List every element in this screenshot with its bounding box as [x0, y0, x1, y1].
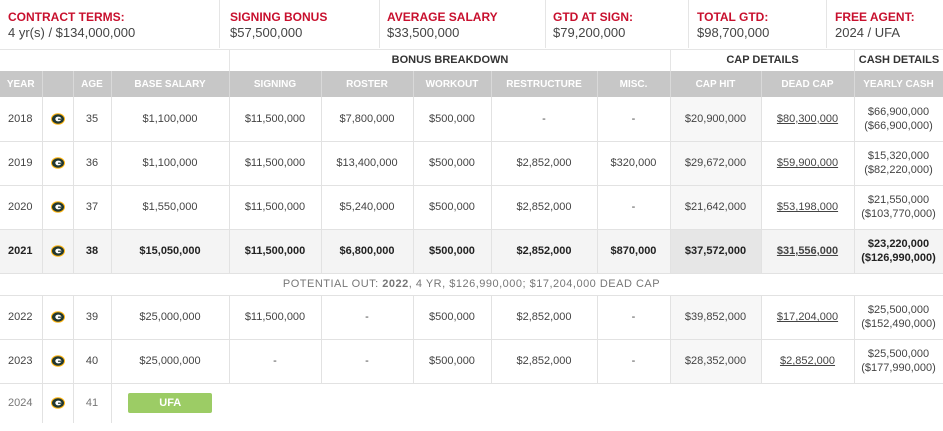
workout-cell: $500,000 — [413, 295, 491, 339]
year-cell: 2020 — [0, 185, 42, 229]
yearly-cash-value: $21,550,000 — [867, 194, 930, 206]
base-salary-cell: $1,100,000 — [111, 97, 229, 141]
cap-details-header: CAP DETAILS — [670, 49, 854, 71]
potential-out-year: 2022 — [382, 278, 409, 290]
dead-cap-cell — [761, 141, 854, 185]
roster-cell: $5,240,000 — [321, 185, 413, 229]
dead-cap-link[interactable]: $31,556,000 — [776, 245, 839, 257]
potential-out-row — [0, 273, 943, 295]
summary-value: $57,500,000 — [230, 25, 303, 40]
year-cell: 2019 — [0, 141, 42, 185]
restructure-cell: $2,852,000 — [491, 141, 597, 185]
roster-cell: $6,800,000 — [321, 229, 413, 273]
yearly-cash-cell — [854, 229, 943, 273]
empty-cell — [491, 383, 597, 423]
team-logo-cell — [42, 141, 73, 185]
summary-label: AVERAGE SALARY — [387, 10, 498, 24]
dead-cap-link[interactable]: $17,204,000 — [776, 311, 839, 323]
summary-label: FREE AGENT: — [835, 10, 915, 24]
yearly-cash-cell — [854, 185, 943, 229]
age-cell: 39 — [73, 295, 111, 339]
signing-cell: $11,500,000 — [229, 97, 321, 141]
misc-cell: $320,000 — [597, 141, 670, 185]
table-row — [0, 339, 943, 383]
cash-details-header: CASH DETAILS — [854, 49, 943, 71]
col-dead-cap[interactable]: DEAD CAP — [761, 71, 854, 97]
team-logo-icon — [51, 157, 65, 169]
summary-gtd-at-sign — [545, 0, 689, 48]
col-base-salary[interactable]: BASE SALARY — [111, 71, 229, 97]
summary-contract-terms — [0, 0, 220, 48]
col-yearly-cash[interactable]: YEARLY CASH — [854, 71, 943, 97]
table-row-current — [0, 229, 943, 273]
table-row — [0, 141, 943, 185]
potential-out-details: , 4 YR, $126,990,000; $17,204,000 DEAD CAP — [408, 278, 661, 290]
dead-cap-link[interactable]: $80,300,000 — [776, 112, 839, 125]
dead-cap-link[interactable]: $53,198,000 — [776, 201, 839, 213]
cumulative-cash-value: ($126,990,000) — [861, 252, 936, 264]
summary-label: CONTRACT TERMS: — [8, 10, 125, 24]
cap-hit-cell: $37,572,000 — [670, 229, 761, 273]
restructure-cell: $2,852,000 — [491, 185, 597, 229]
col-misc[interactable]: MISC. — [597, 71, 670, 97]
summary-value: $33,500,000 — [387, 25, 460, 40]
misc-cell: - — [597, 295, 670, 339]
contract-summary — [0, 0, 943, 50]
col-cap-hit[interactable]: CAP HIT — [670, 71, 761, 97]
base-salary-cell: $15,050,000 — [111, 229, 229, 273]
summary-average-salary — [379, 0, 546, 48]
potential-out-prefix: POTENTIAL OUT: — [282, 278, 383, 290]
year-cell: 2024 — [0, 383, 42, 423]
yearly-cash-cell — [854, 141, 943, 185]
team-logo-icon — [51, 311, 65, 323]
misc-cell: $870,000 — [597, 229, 670, 273]
signing-cell: $11,500,000 — [229, 185, 321, 229]
restructure-cell: $2,852,000 — [491, 229, 597, 273]
base-salary-cell: $1,550,000 — [111, 185, 229, 229]
summary-value: $98,700,000 — [697, 25, 770, 40]
workout-cell: $500,000 — [413, 97, 491, 141]
free-agent-row — [0, 383, 943, 423]
base-salary-cell: $25,000,000 — [111, 295, 229, 339]
dead-cap-cell — [761, 295, 854, 339]
yearly-cash-cell — [854, 339, 943, 383]
dead-cap-link[interactable]: $2,852,000 — [779, 355, 836, 367]
signing-cell: $11,500,000 — [229, 295, 321, 339]
table-row — [0, 295, 943, 339]
cap-hit-cell: $29,672,000 — [670, 141, 761, 185]
table-row — [0, 97, 943, 141]
cumulative-cash-value: ($103,770,000) — [861, 208, 936, 220]
empty-cell — [854, 383, 943, 423]
year-cell: 2022 — [0, 295, 42, 339]
misc-cell: - — [597, 97, 670, 141]
restructure-cell: $2,852,000 — [491, 295, 597, 339]
summary-signing-bonus — [222, 0, 380, 48]
cap-hit-cell: $39,852,000 — [670, 295, 761, 339]
summary-label: SIGNING BONUS — [230, 10, 328, 24]
base-salary-cell: $1,100,000 — [111, 141, 229, 185]
yearly-cash-value: $66,900,000 — [867, 105, 930, 118]
col-workout[interactable]: WORKOUT — [413, 71, 491, 97]
roster-cell: - — [321, 295, 413, 339]
yearly-cash-cell — [854, 97, 943, 141]
workout-cell: $500,000 — [413, 185, 491, 229]
summary-value: $79,200,000 — [553, 25, 626, 40]
col-signing[interactable]: SIGNING — [229, 71, 321, 97]
cap-hit-cell: $28,352,000 — [670, 339, 761, 383]
roster-cell: - — [321, 339, 413, 383]
yearly-cash-value: $23,220,000 — [867, 238, 930, 250]
team-logo-cell — [42, 229, 73, 273]
empty-cell — [597, 383, 670, 423]
summary-value: 2024 / UFA — [835, 25, 901, 40]
bonus-breakdown-header: BONUS BREAKDOWN — [229, 49, 670, 71]
empty-cell — [321, 383, 413, 423]
team-logo-icon — [51, 245, 65, 257]
base-salary-cell: $25,000,000 — [111, 339, 229, 383]
ufa-badge: UFA — [128, 393, 212, 413]
cumulative-cash-value: ($66,900,000) — [864, 119, 933, 132]
cumulative-cash-value: ($152,490,000) — [861, 318, 936, 330]
table-header-row — [0, 71, 943, 97]
team-logo-cell — [42, 185, 73, 229]
table-row — [0, 185, 943, 229]
age-cell: 36 — [73, 141, 111, 185]
potential-out-note — [0, 273, 943, 295]
col-team — [42, 71, 73, 97]
summary-label: TOTAL GTD: — [697, 10, 769, 24]
year-cell: 2018 — [0, 97, 42, 141]
dead-cap-cell — [761, 185, 854, 229]
workout-cell: $500,000 — [413, 141, 491, 185]
workout-cell: $500,000 — [413, 339, 491, 383]
summary-total-gtd — [689, 0, 827, 48]
age-cell: 37 — [73, 185, 111, 229]
misc-cell: - — [597, 185, 670, 229]
restructure-cell: - — [491, 97, 597, 141]
dead-cap-cell — [761, 229, 854, 273]
team-logo-icon — [51, 113, 65, 125]
yearly-cash-value: $25,500,000 — [867, 348, 930, 360]
empty-cell — [413, 383, 491, 423]
col-restructure[interactable]: RESTRUCTURE — [491, 71, 597, 97]
cumulative-cash-value: ($82,220,000) — [864, 164, 933, 176]
team-logo-icon — [51, 355, 65, 367]
team-logo-icon — [51, 397, 65, 409]
age-cell: 35 — [73, 97, 111, 141]
yearly-cash-value: $25,500,000 — [867, 304, 930, 316]
summary-free-agent — [827, 0, 943, 48]
cumulative-cash-value: ($177,990,000) — [861, 362, 936, 374]
team-logo-cell — [42, 339, 73, 383]
yearly-cash-value: $15,320,000 — [867, 150, 930, 162]
summary-label: GTD AT SIGN: — [553, 10, 633, 24]
col-age[interactable]: AGE — [73, 71, 111, 97]
dead-cap-cell — [761, 339, 854, 383]
cap-hit-cell: $21,642,000 — [670, 185, 761, 229]
year-cell: 2023 — [0, 339, 42, 383]
signing-cell: $11,500,000 — [229, 141, 321, 185]
ufa-cell — [111, 383, 229, 423]
contract-table — [0, 71, 943, 423]
team-logo-cell — [42, 383, 73, 423]
roster-cell: $7,800,000 — [321, 97, 413, 141]
age-cell: 38 — [73, 229, 111, 273]
col-roster[interactable]: ROSTER — [321, 71, 413, 97]
cap-hit-cell: $20,900,000 — [670, 97, 761, 141]
empty-cell — [229, 383, 321, 423]
dead-cap-cell — [761, 97, 854, 141]
age-cell: 40 — [73, 339, 111, 383]
age-cell: 41 — [73, 383, 111, 423]
signing-cell: $11,500,000 — [229, 229, 321, 273]
team-logo-icon — [51, 201, 65, 213]
col-year[interactable]: YEAR — [0, 71, 42, 97]
year-cell: 2021 — [0, 229, 42, 273]
workout-cell: $500,000 — [413, 229, 491, 273]
team-logo-cell — [42, 97, 73, 141]
signing-cell: - — [229, 339, 321, 383]
misc-cell: - — [597, 339, 670, 383]
team-logo-cell — [42, 295, 73, 339]
summary-value: 4 yr(s) / $134,000,000 — [8, 25, 136, 40]
empty-cell — [761, 383, 854, 423]
restructure-cell: $2,852,000 — [491, 339, 597, 383]
dead-cap-link[interactable]: $59,900,000 — [776, 157, 839, 169]
roster-cell: $13,400,000 — [321, 141, 413, 185]
yearly-cash-cell — [854, 295, 943, 339]
empty-cell — [670, 383, 761, 423]
